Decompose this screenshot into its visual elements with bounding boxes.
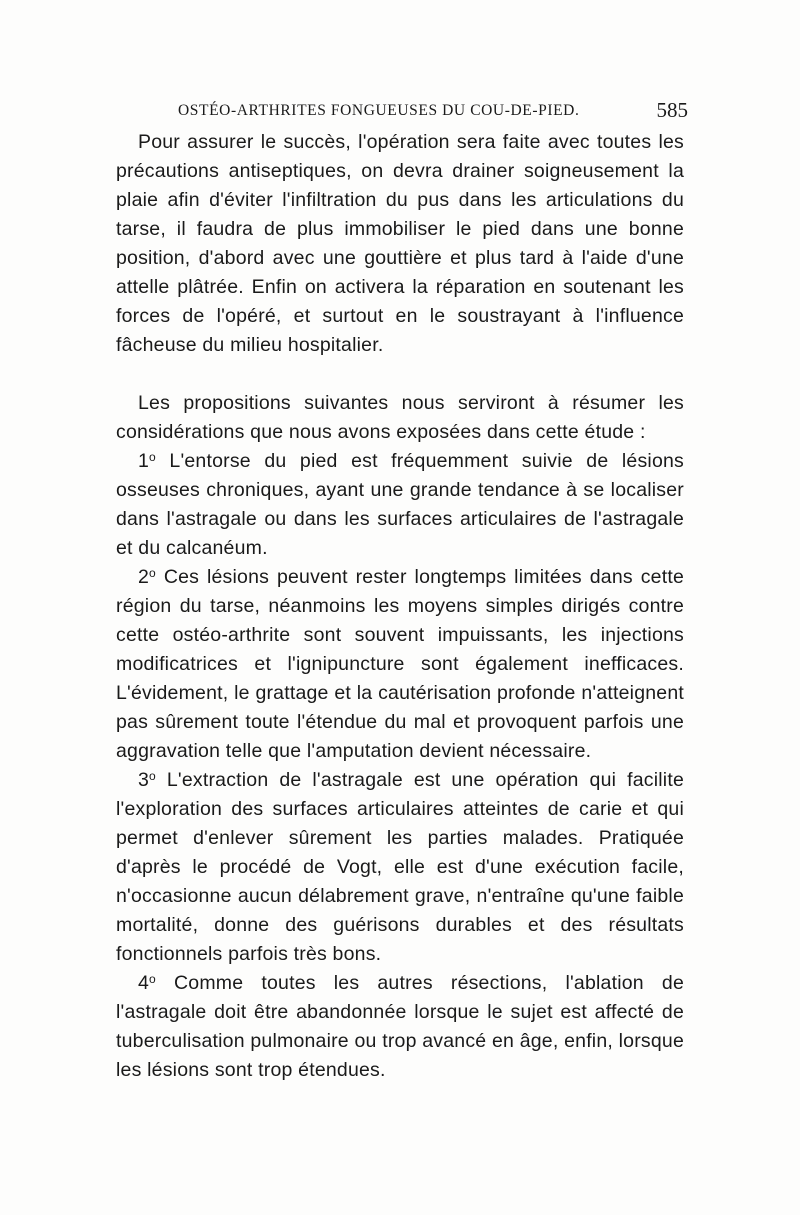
proposition-3 [116, 766, 684, 969]
running-header [178, 98, 688, 126]
proposition-number [138, 450, 156, 472]
paragraph-text: Comme toutes les autres résections, l'ablation de l'astragale doit être abandonnée lorsque le sujet est affecté de tuberculisation pulmonaire ou trop avancé en âge, enfin, lorsque les lésions sont trop étendues. [116, 972, 684, 1081]
paragraph-text: L'extraction de l'astragale est une opération qui facilite l'exploration des surfaces articulaires atteintes de carie et qui permet d'enlever sûrement les parties malades. Pratiquée d'après le procédé de Vogt, elle est d'une exécution facile, n'occasionne aucun délabrement grave, n'entraîne qu'une faible mortalité, donne des guérisons durables et des résultats fonctionnels parfois très bons. [116, 769, 684, 965]
proposition-number-digit: 4 [138, 972, 150, 994]
proposition-number-digit: 2 [138, 566, 150, 588]
proposition-number-digit: 3 [138, 769, 150, 791]
paragraph-propositions-intro [116, 389, 684, 447]
paragraph-text: Ces lésions peuvent rester longtemps limitées dans cette région du tarse, néanmoins les moyens simples dirigés contre cette ostéo-arthrite sont souvent impuissants, les injections modificatrices et l'ignipuncture sont également inefficaces. L'évidement, le grattage et la cautérisation profonde n'atteignent pas sûrement toute l'étendue du mal et provoquent parfois une aggravation telle que l'amputation devient nécessaire. [116, 566, 684, 762]
page-body [116, 128, 684, 1085]
paragraph-text: Les propositions suivantes nous serviront à résumer les considérations que nous avons exposées dans cette étude : [116, 392, 684, 443]
paragraph-text: L'entorse du pied est fréquemment suivie de lésions osseuses chroniques, ayant une grande tendance à se localiser dans l'astragale ou dans les surfaces articulaires de l'astragale et du calcanéum. [116, 450, 684, 559]
proposition-number-ordinal: o [149, 972, 156, 986]
proposition-number [138, 566, 156, 588]
proposition-number-ordinal: o [149, 450, 156, 464]
proposition-1 [116, 447, 684, 563]
proposition-number-ordinal: o [149, 566, 156, 580]
proposition-2 [116, 563, 684, 766]
proposition-number [138, 972, 156, 994]
running-title: OSTÉO-ARTHRITES FONGUEUSES DU COU-DE-PIED. [178, 102, 580, 119]
proposition-number-ordinal: o [149, 769, 156, 783]
paragraph-text: Pour assurer le succès, l'opération sera faite avec toutes les précautions antiseptiques, on devra drainer soigneusement la plaie afin d'éviter l'infiltration du pus dans les articulations du tarse, il faudra de plus immobiliser le pied dans une bonne position, d'abord avec une gouttière et plus tard à l'aide d'une attelle plâtrée. Enfin on activera la réparation en soutenant les forces de l'opéré, et surtout en le soustrayant à l'influence fâcheuse du milieu hospitalier. [116, 131, 684, 356]
proposition-number [138, 769, 156, 791]
page-number: 585 [656, 98, 688, 122]
proposition-4 [116, 969, 684, 1085]
proposition-number-digit: 1 [138, 450, 150, 472]
paragraph-operation-care [116, 128, 684, 360]
